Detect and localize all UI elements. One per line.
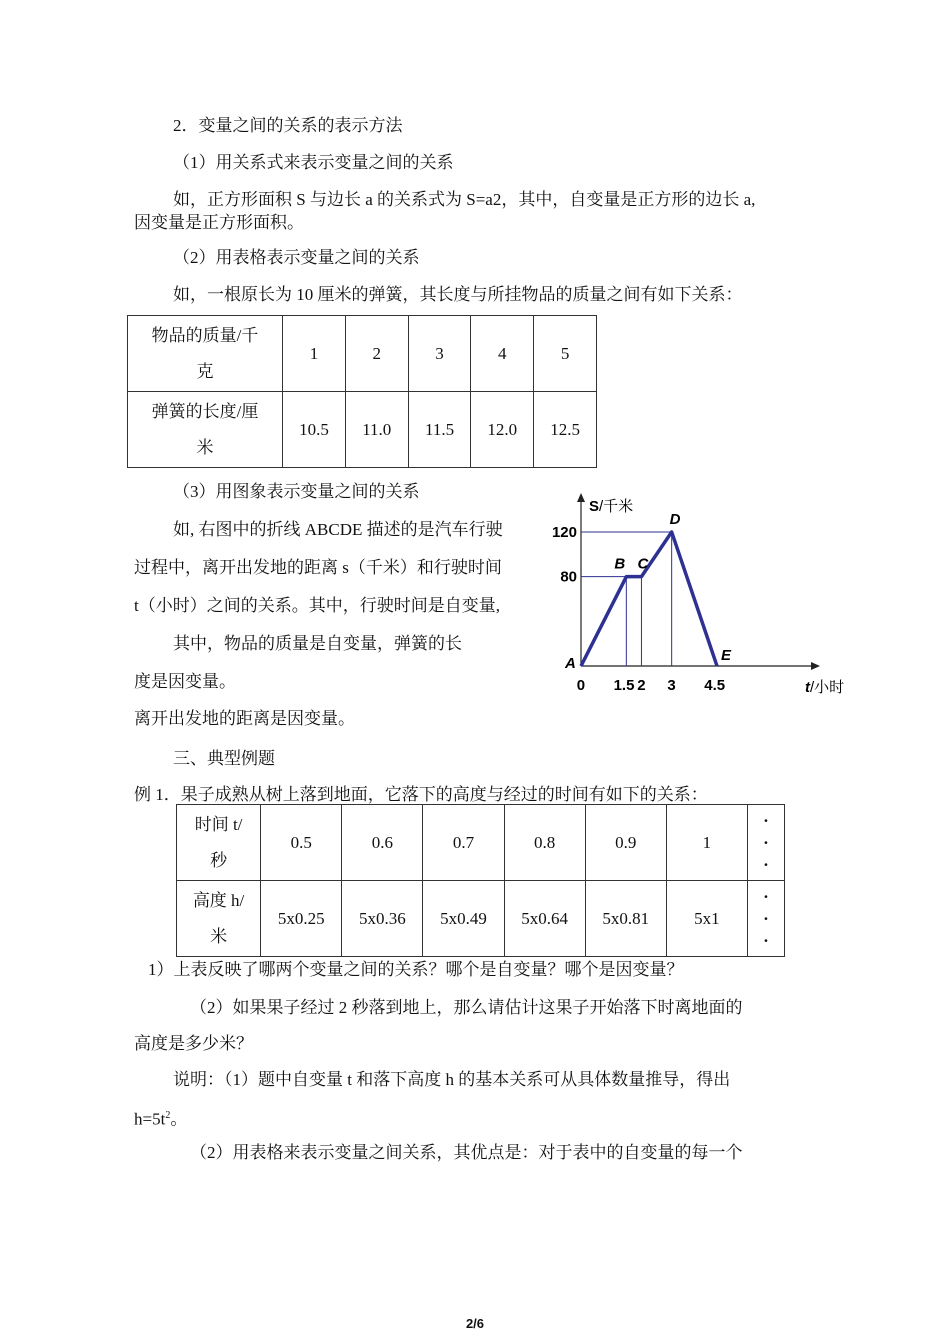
distance-time-chart bbox=[550, 485, 860, 700]
table-cell: 12.0 bbox=[471, 392, 534, 468]
row-label: 米 bbox=[196, 437, 214, 457]
point-label: C bbox=[637, 555, 649, 573]
question-1: 1）上表反映了哪两个变量之间的关系？哪个是自变量？哪个是因变量？ bbox=[148, 960, 684, 979]
section-heading: 三、典型例题 bbox=[173, 749, 275, 768]
table-cell: 3 bbox=[408, 316, 471, 392]
ellipsis-dot: · bbox=[763, 832, 769, 852]
x-tick-label: 2 bbox=[637, 677, 646, 694]
table-cell: 0.9 bbox=[585, 805, 666, 881]
table-cell: 5x0.81 bbox=[585, 881, 666, 957]
table-cell bbox=[128, 316, 283, 392]
note-formula bbox=[134, 1105, 187, 1131]
row-label: 弹簧的长度/厘 bbox=[151, 401, 259, 421]
table-cell: 10.5 bbox=[283, 392, 346, 468]
table-cell: 5x0.49 bbox=[423, 881, 504, 957]
table-cell: 12.5 bbox=[534, 392, 597, 468]
table-cell: 5x0.64 bbox=[504, 881, 585, 957]
paragraph-line: 离开出发地的距离是因变量。 bbox=[134, 709, 355, 728]
x-tick-label: 4.5 bbox=[704, 677, 726, 694]
example-intro: 例 1．果子成熟从树上落到地面，它落下的高度与经过的时间有如下的关系： bbox=[134, 785, 708, 804]
table-cell: 5 bbox=[534, 316, 597, 392]
table-row bbox=[177, 805, 785, 881]
question-2-line1: （2）如果果子经过 2 秒落到地上，那么请估计这果子开始落下时离地面的 bbox=[190, 998, 743, 1017]
ellipsis-cell bbox=[747, 805, 784, 881]
y-tick-label: 120 bbox=[551, 524, 577, 541]
table-cell: 1 bbox=[283, 316, 346, 392]
table-cell: 0.6 bbox=[342, 805, 423, 881]
x-axis-arrow bbox=[811, 662, 820, 670]
table-cell: 4 bbox=[471, 316, 534, 392]
row-label: 秒 bbox=[210, 850, 228, 870]
y-axis-arrow bbox=[577, 493, 585, 502]
table-row bbox=[177, 881, 785, 957]
x-axis-label: t/小时 bbox=[805, 679, 845, 696]
paragraph-line: 度是因变量。 bbox=[134, 672, 236, 691]
table-cell: 5x0.25 bbox=[261, 881, 342, 957]
y-axis-label: S/千米 bbox=[589, 498, 634, 515]
example-formula-line1: 如，正方形面积 S 与边长 a 的关系式为 S=a2，其中，自变量是正方形的边长 a, bbox=[173, 190, 756, 209]
table-cell: 0.5 bbox=[261, 805, 342, 881]
example-formula-line2: 因变量是正方形面积。 bbox=[134, 213, 304, 232]
row-label: 高度 h/ bbox=[192, 890, 245, 910]
ellipsis-dot: · bbox=[763, 886, 769, 906]
subheading-table: （2）用表格表示变量之间的关系 bbox=[173, 248, 420, 267]
formula-base: h=5t bbox=[134, 1109, 166, 1129]
table-cell bbox=[177, 881, 261, 957]
point-label: D bbox=[669, 511, 681, 528]
table-cell: 0.8 bbox=[504, 805, 585, 881]
x-tick-label: 1.5 bbox=[613, 677, 635, 694]
table-cell: 11.5 bbox=[408, 392, 471, 468]
fruit-table bbox=[176, 804, 785, 957]
subheading-graph: （3）用图象表示变量之间的关系 bbox=[173, 482, 420, 501]
ellipsis-dot: · bbox=[763, 810, 769, 830]
table-cell: 1 bbox=[666, 805, 747, 881]
paragraph-line: t（小时）之间的关系。其中，行驶时间是自变量, bbox=[134, 596, 500, 615]
example-table-intro: 如，一根原长为 10 厘米的弹簧，其长度与所挂物品的质量之间有如下关系： bbox=[173, 285, 743, 304]
x-tick-label: 0 bbox=[576, 677, 586, 694]
ellipsis-dot: · bbox=[763, 908, 769, 928]
table-cell: 5x1 bbox=[666, 881, 747, 957]
subheading-formula: （1）用关系式来表示变量之间的关系 bbox=[173, 153, 454, 172]
table-row bbox=[128, 316, 597, 392]
question-2-line2: 高度是多少米？ bbox=[134, 1034, 253, 1053]
point-label: B bbox=[614, 555, 626, 573]
ellipsis-dot: · bbox=[763, 930, 769, 950]
spring-table bbox=[127, 315, 597, 468]
table-cell: 2 bbox=[345, 316, 408, 392]
formula-end: 。 bbox=[170, 1109, 188, 1129]
table-cell: 0.7 bbox=[423, 805, 504, 881]
row-label: 时间 t/ bbox=[194, 814, 243, 834]
y-tick-label: 80 bbox=[560, 568, 577, 586]
ellipsis-dot: · bbox=[763, 854, 769, 874]
series-line bbox=[581, 532, 717, 666]
paragraph-line: 如, 右图中的折线 ABCDE 描述的是汽车行驶 bbox=[173, 520, 503, 539]
note-line2: （2）用表格来表示变量之间关系，其优点是：对于表中的自变量的每一个 bbox=[190, 1143, 743, 1162]
note-line1: 说明：（1）题中自变量 t 和落下高度 h 的基本关系可从具体数量推导，得出 bbox=[173, 1070, 731, 1089]
point-label: A bbox=[565, 655, 576, 672]
row-label: 物品的质量/千 bbox=[151, 325, 259, 345]
ellipsis-cell bbox=[747, 881, 784, 957]
row-label: 克 bbox=[196, 361, 214, 381]
paragraph-line: 过程中，离开出发地的距离 s（千米）和行驶时间 bbox=[134, 558, 502, 577]
section-heading: 2．变量之间的关系的表示方法 bbox=[173, 116, 403, 135]
formula-exponent: 2 bbox=[165, 1110, 171, 1121]
paragraph-line: 其中，物品的质量是自变量，弹簧的长 bbox=[173, 634, 462, 653]
page-number: 2/6 bbox=[465, 1316, 485, 1331]
table-cell bbox=[177, 805, 261, 881]
row-label: 米 bbox=[210, 926, 228, 946]
x-tick-label: 3 bbox=[667, 677, 676, 694]
table-row bbox=[128, 392, 597, 468]
table-cell: 5x0.36 bbox=[342, 881, 423, 957]
point-label: E bbox=[721, 647, 732, 664]
table-cell: 11.0 bbox=[345, 392, 408, 468]
table-cell bbox=[128, 392, 283, 468]
